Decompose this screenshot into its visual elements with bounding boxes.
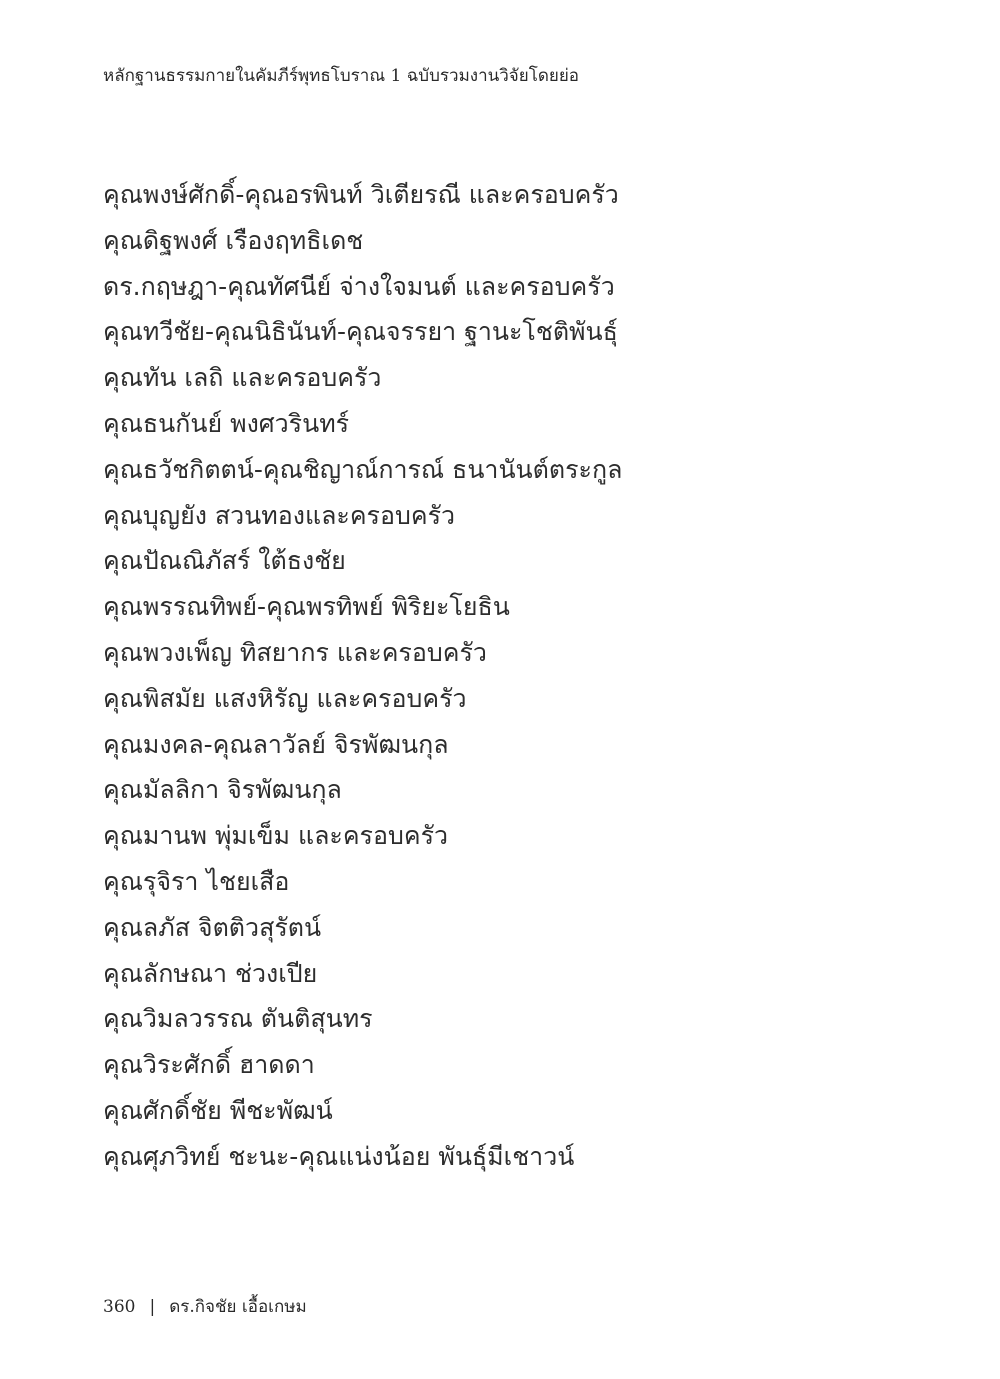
page-number: 360: [103, 1296, 136, 1317]
list-item: คุณพิสมัย แสงหิรัญ และครอบครัว: [103, 683, 467, 713]
list-item: คุณพงษ์ศักดิ์-คุณอรพินท์ วิเตียรณี และครอบครัว: [103, 180, 619, 209]
author-name: ดร.กิจชัย เอื้อเกษม: [169, 1297, 307, 1317]
list-item: คุณรุจิรา ไชยเสือ: [103, 866, 290, 896]
donor-name-list: [103, 172, 622, 1180]
list-item: คุณลักษณา ช่วงเปีย: [103, 958, 318, 988]
list-item: คุณมานพ พุ่มเข็ม และครอบครัว: [103, 821, 449, 851]
list-item: คุณศักดิ์ชัย พีชะพัฒน์: [103, 1095, 333, 1125]
running-header: หลักฐานธรรมกายในคัมภีร์พุทธโบราณ 1 ฉบับรวมงานวิจัยโดยย่อ: [103, 66, 580, 86]
list-item: คุณธวัชกิตตน์-คุณชิญาณ์การณ์ ธนานันต์ตระกูล: [103, 454, 623, 484]
footer-separator: |: [149, 1296, 156, 1317]
list-item: คุณธนกันย์ พงศวรินทร์: [103, 408, 350, 438]
list-item: คุณพรรณทิพย์-คุณพรทิพย์ พิริยะโยธิน: [103, 592, 510, 622]
list-item: คุณทัน เลถิ และครอบครัว: [103, 363, 382, 393]
list-item: คุณวิมลวรรณ ตันติสุนทร: [103, 1004, 373, 1034]
list-item: คุณทวีชัย-คุณนิธินันท์-คุณจรรยา ฐานะโชติพันธุ์: [103, 317, 618, 347]
list-item: คุณลภัส จิตติวสุรัตน์: [103, 912, 322, 942]
list-item: คุณดิฐพงศ์ เรืองฤทธิเดช: [103, 225, 364, 255]
list-item: คุณศุภวิทย์ ชะนะ-คุณแน่งน้อย พันธุ์มีเชาวน์: [103, 1141, 575, 1171]
list-item: คุณบุญยัง สวนทองและครอบครัว: [103, 500, 456, 530]
list-item: คุณปัณณิภัสร์ ใต้ธงชัย: [103, 546, 346, 576]
list-item: คุณพวงเพ็ญ ทิสยากร และครอบครัว: [103, 637, 487, 667]
list-item: คุณมัลลิกา จิรพัฒนกุล: [103, 775, 342, 805]
page-footer: [103, 1293, 307, 1320]
list-item: ดร.กฤษฎา-คุณทัศนีย์ จ่างใจมนต์ และครอบครัว: [103, 271, 615, 301]
list-item: คุณวิระศักดิ์ ฮาดดา: [103, 1050, 315, 1080]
list-item: คุณมงคล-คุณลาวัลย์ จิรพัฒนกุล: [103, 729, 449, 759]
